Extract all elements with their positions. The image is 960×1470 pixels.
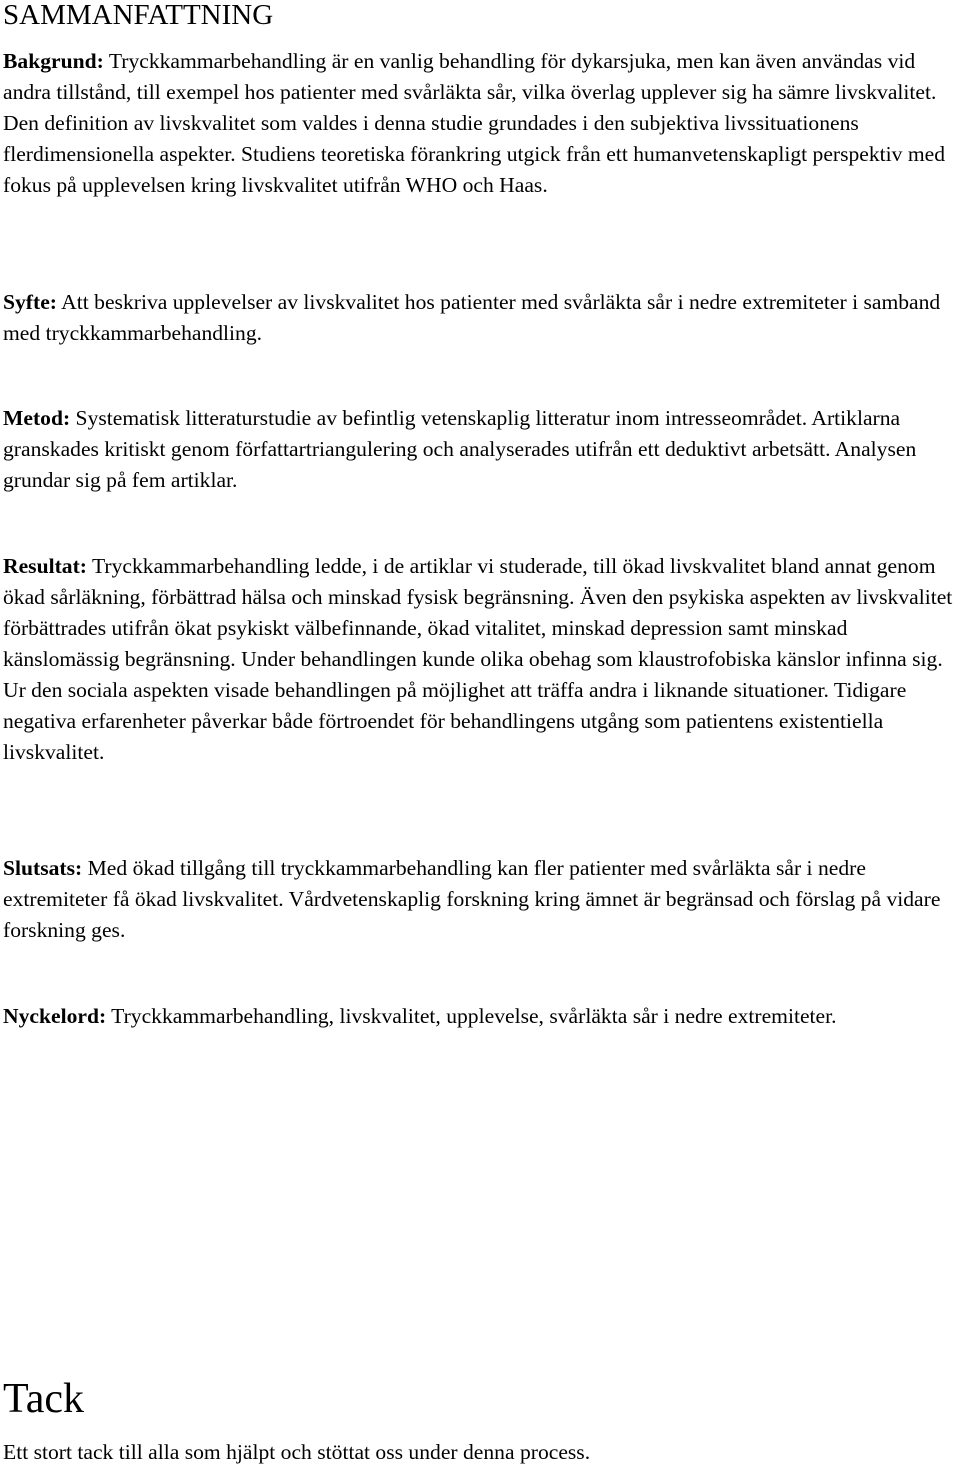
syfte-text: Att beskriva upplevelser av livskvalitet hos patienter med svårläkta sår i nedre extremiteter i samband med tryckkammarbehandling. — [3, 290, 941, 345]
slutsats-text: Med ökad tillgång till tryckkammarbehandling kan fler patienter med svårläkta sår i nedre extremiteter få ökad livskvalitet. Vårdvetenskaplig forskning kring ämnet är begränsad och förslag på vidare forskning ges. — [3, 856, 941, 942]
nyckelord-text: Tryckkammarbehandling, livskvalitet, upplevelse, svårläkta sår i nedre extremiteter. — [106, 1004, 837, 1028]
document-page — [3, 0, 960, 1470]
acknowledgement-heading: Tack — [3, 1376, 85, 1422]
syfte-label: Syfte: — [3, 290, 57, 314]
metod-label: Metod: — [3, 406, 71, 430]
resultat-text: Tryckkammarbehandling ledde, i de artiklar vi studerade, till ökad livskvalitet bland annat genom ökad sårläkning, förbättrad hälsa och minskad fysisk begränsning. Även den psykiska aspekten av livskvalitet förbättrades utifrån ökat psykiskt välbefinnande, ökad vitalitet, minskad depression samt minskad känslomässig begränsning. Under behandlingen kunde olika obehag som klaustrofobiska känslor infinna sig. Ur den sociala aspekten visade behandlingen på möjlighet att träffa andra i liknande situationer. Tidigare negativa erfarenheter påverkar både förtroendet för behandlingens utgång som patientens existentiella livskvalitet. — [3, 554, 953, 764]
nyckelord-paragraph — [3, 1001, 960, 1032]
bakgrund-label: Bakgrund: — [3, 49, 104, 73]
summary-heading: SAMMANFATTNING — [3, 0, 274, 31]
slutsats-label: Slutsats: — [3, 856, 83, 880]
syfte-paragraph — [3, 287, 960, 349]
slutsats-paragraph — [3, 853, 960, 946]
bakgrund-paragraph — [3, 46, 960, 201]
metod-text: Systematisk litteraturstudie av befintlig vetenskaplig litteratur inom intresseområdet. Artiklarna granskades kritiskt genom författartriangulering och analyserades utifrån ett deduktivt arbetsätt. Analysen grundar sig på fem artiklar. — [3, 406, 917, 492]
resultat-label: Resultat: — [3, 554, 87, 578]
resultat-paragraph — [3, 551, 960, 768]
acknowledgement-text: Ett stort tack till alla som hjälpt och stöttat oss under denna process. — [3, 1440, 591, 1464]
nyckelord-label: Nyckelord: — [3, 1004, 107, 1028]
bakgrund-text: Tryckkammarbehandling är en vanlig behandling för dykarsjuka, men kan även användas vid andra tillstånd, till exempel hos patienter med svårläkta sår, vilka överlag upplever sig ha sämre livskvalitet. Den definition av livskvalitet som valdes i denna studie grundades i den subjektiva livssituationens flerdimensionella aspekter. Studiens teoretiska förankring utgick från ett humanvetenskapligt perspektiv med fokus på upplevelsen kring livskvalitet utifrån WHO och Haas. — [3, 49, 946, 197]
metod-paragraph — [3, 403, 960, 496]
